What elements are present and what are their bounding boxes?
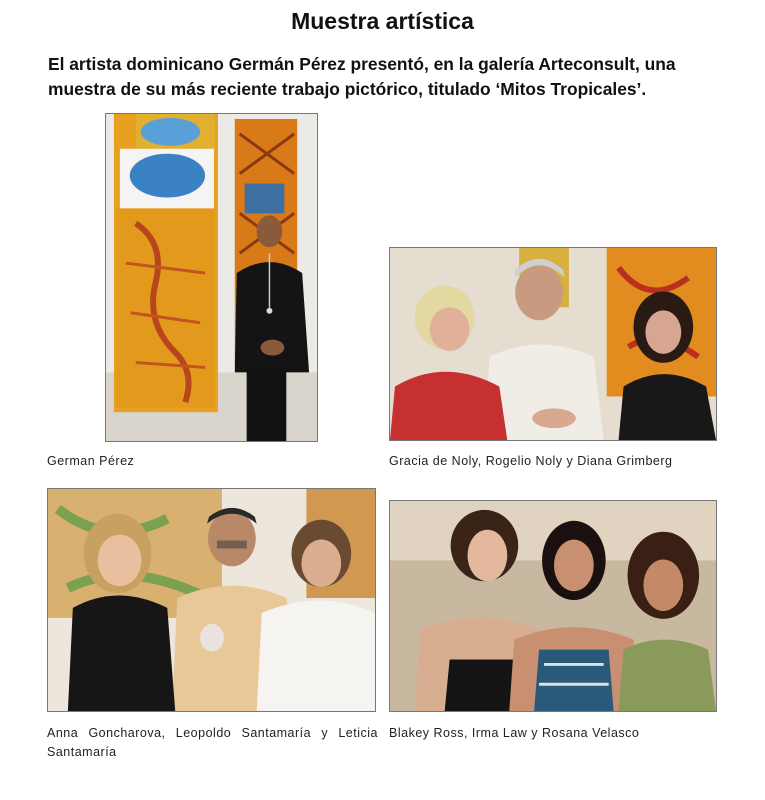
photo-noly-grimberg: [389, 247, 717, 441]
article-title: Muestra artística: [291, 8, 474, 34]
photo-goncharova-santamaria: [47, 488, 376, 712]
caption-german-perez: German Pérez: [47, 454, 135, 468]
caption-noly-grimberg: Gracia de Noly, Rogelio Noly y Diana Grimberg: [389, 454, 673, 468]
caption-ross-law-velasco: Blakey Ross, Irma Law y Rosana Velasco: [389, 726, 640, 740]
caption-goncharova-santamaria: Anna Goncharova, Leopoldo Santamaría y Leticia Santamaría: [47, 726, 378, 759]
photo-ross-law-velasco: [389, 500, 717, 712]
photo-german-perez: [105, 113, 318, 442]
article-intro: El artista dominicano Germán Pérez presentó, en la galería Arteconsult, una muestra de su más reciente trabajo pictórico, titulado ‘Mitos Tropicales’.: [48, 54, 676, 99]
